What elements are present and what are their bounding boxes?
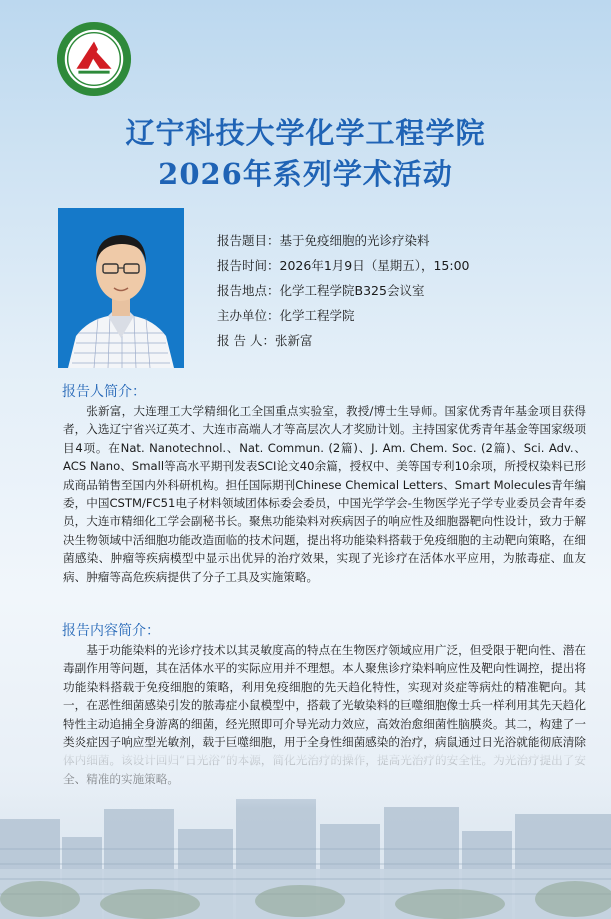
event-title: 辽宁科技大学化学工程学院 [125, 116, 486, 150]
abstract-heading: 报告内容简介： [62, 623, 160, 639]
campus-illustration [0, 749, 611, 919]
info-value: 2026年1月9日（星期五），15:00 [279, 258, 470, 273]
info-label: 报 告 人： [217, 333, 275, 348]
bio-heading: 报告人简介： [62, 384, 146, 400]
talk-info [217, 228, 470, 353]
info-row-time [217, 253, 470, 278]
abstract-text: 基于功能染料的光诊疗技术以其灵敏度高的特点在生物医疗领域应用广泛，但受限于靶向性、潜在毒副作用等问题，其在活体水平的实际应用并不理想。本人聚焦诊疗染料响应性及靶向性调控，提出将功能染料搭载于免疫细胞的策略，利用免疫细胞的先天趋化特性，实现对炎症等病灶的精准靶向。其一，在恶性细菌感染引发的脓毒症小鼠模型中，搭载了光敏染料的巨噬细胞像士兵一样利用其先天趋化特性主动追捕全身游离的细菌，经光照即可介导光动力效应，高效治愈细菌性脑膜炎。其二，构建了一类炎症因子响应型光敏剂，载于巨噬细胞，用于全身性细菌感染的治疗，病鼠通过日光浴就能彻底清除 [63, 643, 586, 750]
info-label: 主办单位： [217, 308, 280, 323]
info-row-organizer [217, 303, 470, 328]
info-label: 报告题目： [217, 233, 280, 248]
info-value: 化学工程学院 [279, 308, 355, 323]
info-row-location [217, 278, 470, 303]
info-value: 基于免疫细胞的光诊疗染料 [279, 233, 430, 248]
speaker-photo [58, 208, 184, 368]
bio-text: 张新富，大连理工大学精细化工全国重点实验室，教授/博士生导师。国家优秀青年基金项目获得者，入选辽宁省兴辽英才、大连市高端人才等高层次人才奖励计划。主持国家优秀青年基金等国家级项目4项。在Nat. Nanotechnol.、Nat. Commun. (2篇)、J. Am. Chem. Soc. (2篇)、Sci. Adv.、ACS Nano、Small等高水平期刊发表SCI论文40余篇，授权中、美等国专利10余项，所授权染料已形成商品销售至国内外科研机构。担任国际期刊Chinese Chemical Letters、Smart Molecules青年编委，中国CSTM/FC51电子材料领域团体标委会委员，中国光学学会-生物医学光子学专业委员会青年委员，大连市精细化工学会副秘书长。聚焦功能染料对疾病因子的响应性及细胞器靶向性设计，致力于解决生物领域中活细胞功能改造面临的技术问题，提出将功能染料搭载于免疫细胞的主动靶向策略，在细菌感染、肿瘤等疾病模型中显示出优异的治疗效果，实现了光诊疗在活体水平应用，为脓毒症、血友病、肿瘤等高危疾病提供了分子工具及实施策略。 [63, 404, 586, 584]
info-row-speaker [217, 328, 470, 353]
info-row-title [217, 228, 470, 253]
info-value: 化学工程学院B325会议室 [279, 283, 425, 298]
university-logo [55, 20, 133, 98]
info-value: 张新富 [274, 333, 313, 348]
event-subtitle: 2026年系列学术活动 [158, 157, 453, 191]
info-label: 报告地点： [217, 283, 280, 298]
info-label: 报告时间： [217, 258, 280, 273]
